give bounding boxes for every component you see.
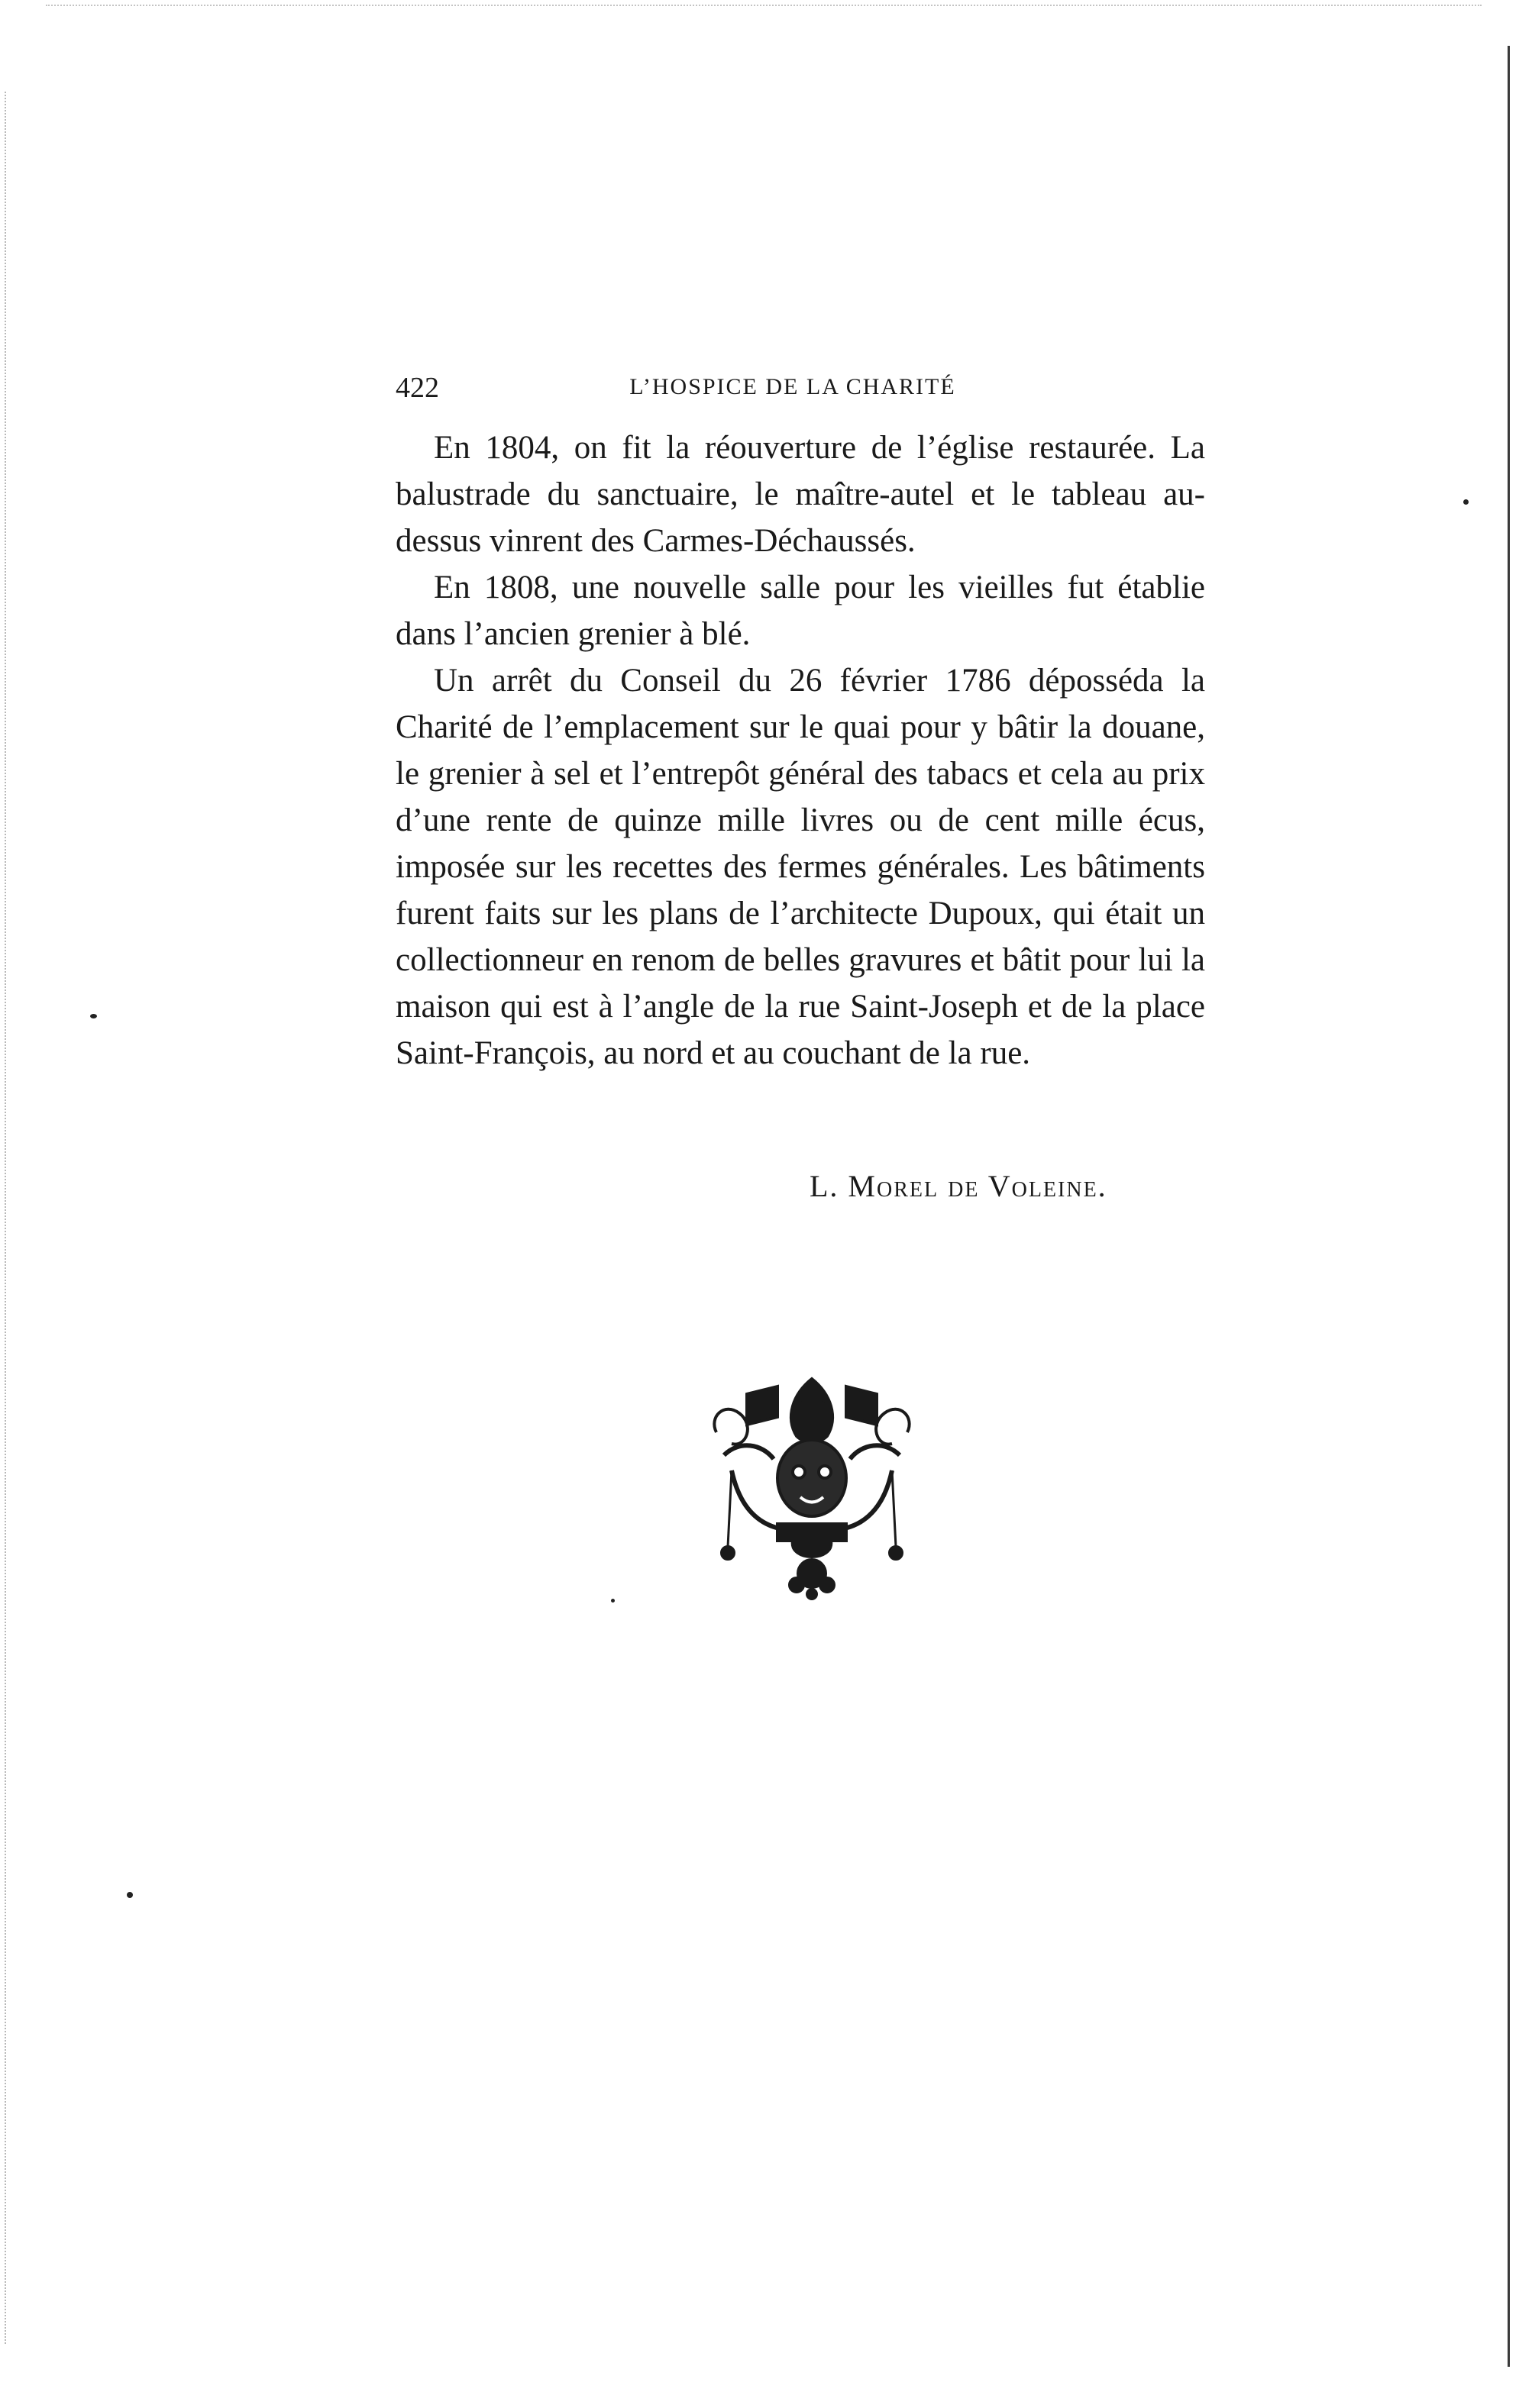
scan-speck bbox=[611, 1599, 615, 1603]
author-signature bbox=[810, 1168, 1268, 1204]
paragraph: En 1808, une nouvelle salle pour les vieilles fut établie dans l’ancien grenier à blé. bbox=[396, 570, 1205, 652]
paragraph: Un arrêt du Conseil du 26 février 1786 déposséda la Charité de l’emplacement sur le quai pour y bâtir la douane, le grenier à sel et l’entrepôt général des tabacs et cela au prix d’une rente de quinze mille livres ou de cent mille écus, imposée sur les recettes des fermes générales. Les bâtiments furent faits sur les plans de l’architecte Dupoux, qui était un collectionneur en renom de belles gravures et bâtit pour lui la maison qui est à l’angle de la rue Saint-Joseph et de la place Saint-François, au nord et au couchant de la rue. bbox=[396, 663, 1205, 1071]
scan-left-edge bbox=[5, 92, 8, 2344]
author-name: L. Morel de Voleine. bbox=[810, 1169, 1107, 1203]
paragraph: En 1804, on fit la réouverture de l’église restaurée. La balustrade du sanctuaire, le maître-autel et le tableau au-dessus vinrent des Carmes-Déchaussés. bbox=[396, 430, 1205, 559]
scan-speck bbox=[1463, 499, 1469, 505]
running-head bbox=[396, 371, 1190, 409]
scan-speck bbox=[127, 1892, 133, 1898]
running-title: L’HOSPICE DE LA CHARITÉ bbox=[629, 374, 956, 399]
scan-right-edge bbox=[1506, 46, 1511, 2367]
body-text bbox=[396, 424, 1205, 1076]
scan-top-edge bbox=[46, 5, 1482, 8]
scan-speck bbox=[90, 1014, 97, 1018]
page-number: 422 bbox=[396, 372, 439, 404]
ornamental-mask-vignette-icon bbox=[701, 1371, 923, 1600]
